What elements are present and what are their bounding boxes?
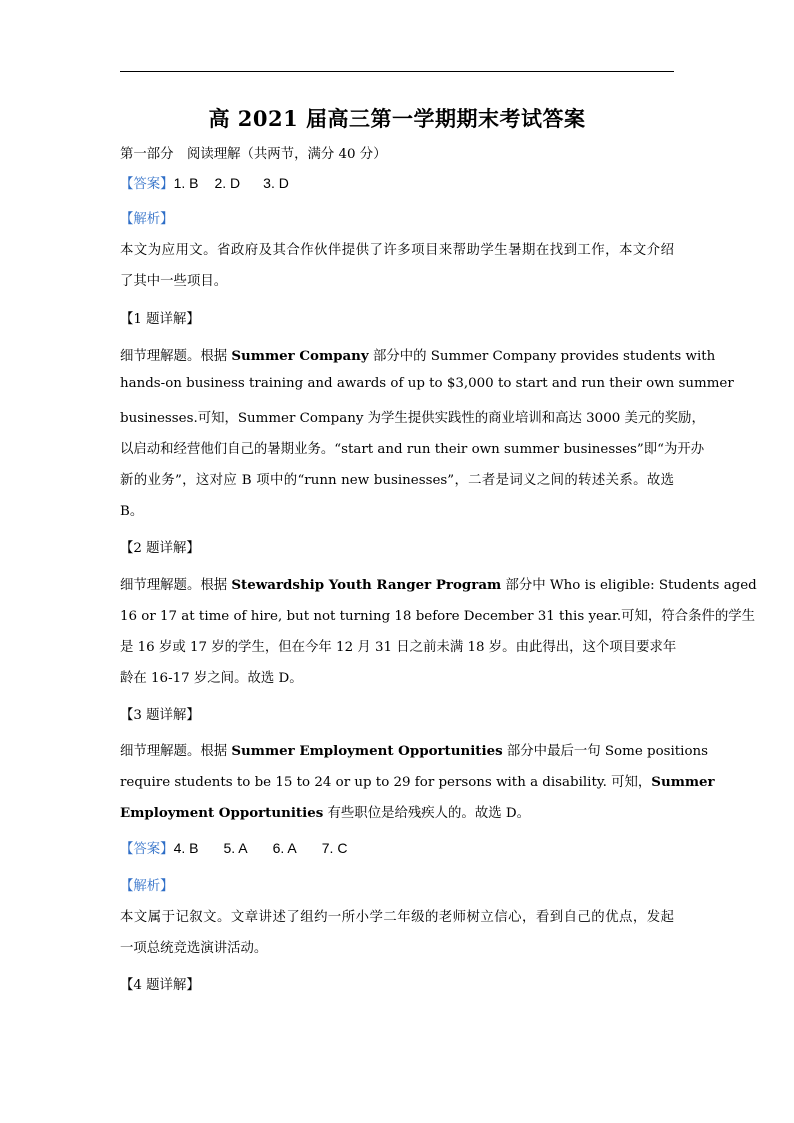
analysis-text: 了其中一些项目。 bbox=[120, 274, 228, 289]
header-rule bbox=[120, 71, 674, 72]
analysis-tag-1 bbox=[120, 208, 674, 227]
answer-item: 1. B bbox=[173, 175, 199, 191]
q1-text-line: 细节理解题。根据 Summer Company 部分中的 Summer Company provides students with bbox=[120, 348, 716, 364]
analysis-text: 本文属于记叙文。文章讲述了组约一所小学二年级的老师树立信心，看到自己的优点，发起 bbox=[120, 910, 674, 925]
q3-heading: 【3 题详解】 bbox=[120, 708, 200, 723]
q1-text-line: businesses.可知，Summer Company 为学生提供实践性的商业培训和高达 3000 美元的奖励， bbox=[120, 411, 705, 426]
analysis-tag-2 bbox=[120, 875, 674, 894]
q1-heading: 【1 题详解】 bbox=[120, 312, 200, 327]
answer-item: 3. D bbox=[263, 175, 289, 191]
analysis-text: 本文为应用文。省政府及其合作伙伴提供了许多项目来帮助学生暑期在找到工作，本文介绍 bbox=[120, 243, 674, 258]
q4-heading: 【4 题详解】 bbox=[120, 978, 200, 993]
answer-item: 2. D bbox=[214, 175, 241, 191]
q2-text-line: 是 16 岁或 17 岁的学生，但在今年 12 月 31 日之前未满 18 岁。由此得出，这个项目要求年 bbox=[120, 640, 677, 655]
q1-text-line: 新的业务”，这对应 B 项中的“runn new businesses”，二者是词义之间的转述关系。故选 bbox=[120, 473, 674, 488]
q1-text-line: hands-on business training and awards of up to $3,000 to start and run their own summer bbox=[120, 376, 734, 391]
q1-text-line: B。 bbox=[120, 504, 144, 519]
q2-heading: 【2 题详解】 bbox=[120, 541, 200, 556]
q3-text-line: require students to be 15 to 24 or up to 29 for persons with a disability. 可知，Summer bbox=[120, 774, 715, 790]
q2-text-line: 细节理解题。根据 Stewardship Youth Ranger Program 部分中 Who is eligible: Students aged bbox=[120, 577, 757, 593]
answer-tag: 【答案】 bbox=[120, 842, 174, 857]
q3-text-line: Employment Opportunities 有些职位是给残疾人的。故选 D。 bbox=[120, 805, 530, 821]
q2-text-line: 16 or 17 at time of hire, but not turning 18 before December 31 this year.可知，符合条件的学生 bbox=[120, 609, 756, 624]
answer-tag: 【答案】 bbox=[120, 177, 174, 192]
analysis-text: 一项总统竞选演讲活动。 bbox=[120, 941, 268, 956]
answer-line-1 bbox=[120, 173, 674, 192]
answer-item: 5. A bbox=[223, 840, 248, 856]
answer-item: 7. C bbox=[321, 840, 348, 856]
page-title: 高 2021 届高三第一学期期末考试答案 bbox=[208, 106, 586, 131]
q2-text-line: 龄在 16-17 岁之间。故选 D。 bbox=[120, 671, 303, 686]
answer-list bbox=[174, 840, 367, 856]
answer-item: 4. B bbox=[173, 840, 199, 856]
answer-item: 6. A bbox=[272, 840, 297, 856]
analysis-tag: 【解析】 bbox=[120, 879, 174, 894]
q1-text-line: 以启动和经营他们自己的暑期业务。“start and run their own summer businesses”即“为开办 bbox=[120, 442, 705, 457]
answer-list bbox=[174, 175, 308, 191]
section-header: 第一部分 阅读理解（共两节，满分 40 分） bbox=[120, 147, 387, 162]
q3-text-line: 细节理解题。根据 Summer Employment Opportunities 部分中最后一句 Some positions bbox=[120, 743, 709, 759]
analysis-tag: 【解析】 bbox=[120, 212, 174, 227]
answer-line-2 bbox=[120, 838, 674, 857]
